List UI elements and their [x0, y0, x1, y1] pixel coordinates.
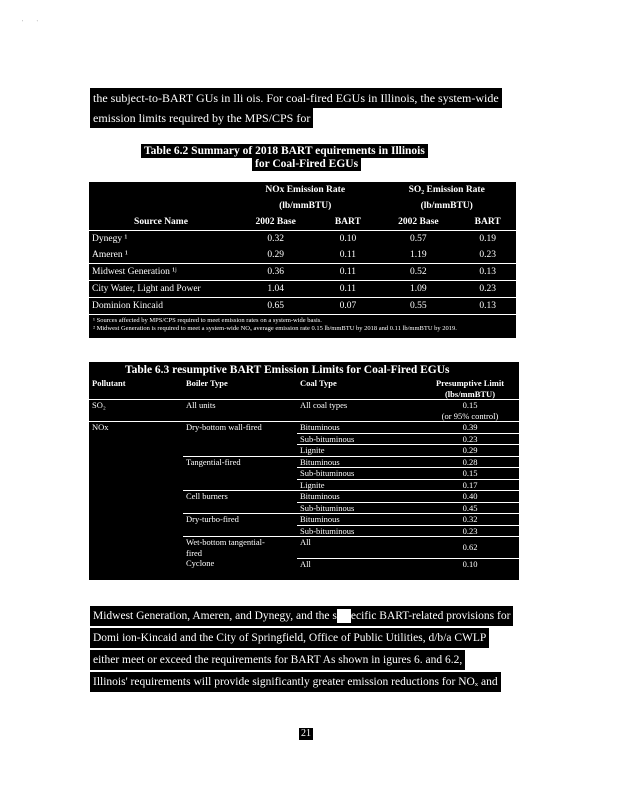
coal-type-header: Coal Type	[300, 378, 337, 388]
so2-2002-base-header: 2002 Base	[398, 217, 439, 227]
footnote-1: ¹ Sources affected by MPS/CPS required to meet emission rates on a system-wide basis.	[93, 317, 322, 324]
paragraph-line-6: Illinois' requirements will provide significantly greater emission reductions for NOₓ and	[90, 672, 501, 692]
boiler-type-cell: Dry-turbo-fired	[183, 514, 297, 526]
table-row	[89, 514, 519, 526]
page-number: 21	[301, 728, 311, 739]
table-6-2-caption-line-2: for Coal-Fired EGUs	[252, 157, 361, 171]
coal-type-cell: Sub-bituminous	[297, 502, 421, 514]
paragraph-line-2: emission limits required by the MPS/CPS for	[90, 108, 313, 128]
limit-cell: 0.62	[421, 537, 519, 559]
table-6-3	[89, 362, 519, 580]
table-row	[89, 491, 519, 503]
nox-bart-header: BART	[334, 217, 361, 227]
source-name: Dominion Kincaid	[89, 298, 233, 315]
so2-bart-value: 0.23	[479, 250, 496, 260]
pollutant-cell: NOx	[89, 422, 183, 434]
nox-header: NOx Emission Rate	[265, 185, 346, 195]
nox-bart-value: 0.07	[318, 298, 377, 315]
source-name: Midwest Generation ¹ʲ	[89, 264, 233, 281]
limit-cell: 0.15	[421, 400, 519, 411]
nox-bart-value: 0.11	[318, 264, 377, 281]
table-row	[89, 468, 519, 480]
so2-base-value: 0.52	[377, 264, 459, 281]
table-row	[89, 445, 519, 457]
limit-cell: 0.10	[421, 558, 519, 569]
coal-type-cell: Bituminous	[297, 456, 421, 468]
table-row	[89, 502, 519, 514]
boiler-type-line: fired	[186, 547, 203, 558]
table-6-2-notes	[89, 315, 516, 336]
table-row	[89, 558, 519, 569]
boiler-type-header: Boiler Type	[186, 378, 228, 388]
nox-bart-value: 0.10	[318, 231, 377, 248]
nox-bart-value: 0.11	[318, 281, 377, 298]
boiler-type-cell	[183, 537, 297, 559]
coal-type-cell: Lignite	[297, 479, 421, 491]
coal-type-cell: Lignite	[297, 445, 421, 457]
table-row	[89, 456, 519, 468]
limit-cell: 0.39	[421, 422, 519, 434]
pollutant-cell: SO₂	[89, 400, 183, 411]
coal-type-cell: Bituminous	[297, 491, 421, 503]
paragraph-line-3	[90, 606, 513, 626]
source-name-header: Source Name	[134, 217, 188, 227]
so2-base-value: 0.57	[377, 231, 459, 248]
boiler-type-cell: Tangential-fired	[183, 456, 297, 468]
table-row	[89, 525, 519, 537]
boiler-type-cell: Dry-bottom wall-fired	[183, 422, 297, 434]
so2-bart-value: 0.23	[459, 281, 516, 298]
paragraph-line-4: Domi ion-Kincaid and the City of Springfield, Office of Public Utilities, d/b/a CWLP	[90, 628, 489, 648]
paragraph-line-5: either meet or exceed the requirements for BART As shown in igures 6. and 6.2,	[90, 650, 465, 670]
limit-cell: 0.15	[421, 468, 519, 480]
nox-base-value: 0.65	[233, 298, 318, 315]
so2-base-value: 0.55	[377, 298, 459, 315]
limit-cell: 0.28	[421, 456, 519, 468]
table-6-2	[89, 182, 516, 338]
limit-note: (or 95% control)	[441, 410, 499, 421]
pollutant-header: Pollutant	[92, 378, 126, 388]
limit-cell: 0.45	[421, 502, 519, 514]
source-name: Dynegy ¹	[89, 231, 233, 248]
table-row	[89, 400, 519, 411]
table-row	[89, 433, 519, 445]
paragraph-text: ecific BART-related provisions for	[350, 610, 511, 622]
coal-type-cell: Bituminous	[297, 422, 421, 434]
boiler-type-line: Wet-bottom tangential-	[186, 537, 265, 547]
table-row	[89, 298, 516, 315]
coal-type-cell: Sub-bituminous	[297, 433, 421, 445]
limit-cell: 0.23	[421, 433, 519, 445]
nox-bart-value: 0.11	[339, 250, 357, 260]
so2-bart-value: 0.13	[459, 298, 516, 315]
table-row	[89, 264, 516, 281]
scan-specks: ' '	[22, 20, 38, 26]
table-row	[89, 247, 516, 264]
table-row	[89, 479, 519, 491]
source-name: Ameren ¹	[92, 250, 128, 260]
table-row	[89, 281, 516, 298]
so2-bart-value: 0.13	[459, 264, 516, 281]
limit-cell: 0.17	[421, 479, 519, 491]
limit-cell: 0.40	[421, 491, 519, 503]
so2-bart-header: BART	[474, 217, 501, 227]
presumptive-limit-header: Presumptive Limit	[435, 378, 505, 388]
table-row	[89, 231, 516, 248]
footnote-2: ² Midwest Generation is required to meet a system-wide NOₓ average emission rate 0.15 lb/mmBTU by 2018 and 0.11 lb/mmBTU by 2019.	[93, 325, 457, 332]
limit-cell: 0.23	[421, 525, 519, 537]
coal-type-cell: All	[297, 537, 421, 559]
presumptive-limit-unit: (lbs/mmBTU)	[444, 388, 496, 399]
table-6-2-caption: Table 6.2 Summary of 2018 BART equirements in Illinois	[141, 144, 428, 158]
limit-cell: 0.32	[421, 514, 519, 526]
so2-base-value: 1.19	[410, 250, 427, 260]
coal-type-cell: Sub-bituminous	[297, 525, 421, 537]
table-row	[89, 422, 519, 434]
nox-base-value: 0.32	[233, 231, 318, 248]
nox-base-value: 0.29	[267, 250, 284, 260]
nox-2002-base-header: 2002 Base	[255, 217, 296, 227]
limit-cell: 0.29	[421, 445, 519, 457]
so2-header: SO₂ Emission Rate	[408, 185, 485, 195]
coal-type-cell: All coal types	[297, 400, 421, 411]
boiler-type-cell: All units	[183, 400, 297, 411]
paragraph-text: Midwest Generation, Ameren, and Dynegy, and the s	[93, 610, 337, 622]
so2-unit: (lb/mmBTU)	[420, 201, 473, 211]
nox-base-value: 1.04	[233, 281, 318, 298]
table-6-3-title: Table 6.3 resumptive BART Emission Limits for Coal-Fired EGUs	[125, 364, 450, 376]
coal-type-cell: Bituminous	[297, 514, 421, 526]
coal-type-cell: Sub-bituminous	[297, 468, 421, 480]
coal-type-cell: All	[297, 558, 421, 569]
scan-blank-patch	[337, 609, 351, 623]
boiler-type-cell: Cell burners	[183, 491, 297, 503]
nox-unit: (lb/mmBTU)	[279, 201, 332, 211]
table-row	[89, 537, 519, 559]
source-name: City Water, Light and Power	[89, 281, 233, 298]
so2-bart-value: 0.19	[459, 231, 516, 248]
boiler-type-cell: Cyclone	[186, 558, 215, 568]
nox-base-value: 0.36	[233, 264, 318, 281]
paragraph-line-1: the subject-to-BART GUs in lli ois. For coal-fired EGUs in Illinois, the system-wide	[90, 88, 502, 108]
so2-base-value: 1.09	[377, 281, 459, 298]
